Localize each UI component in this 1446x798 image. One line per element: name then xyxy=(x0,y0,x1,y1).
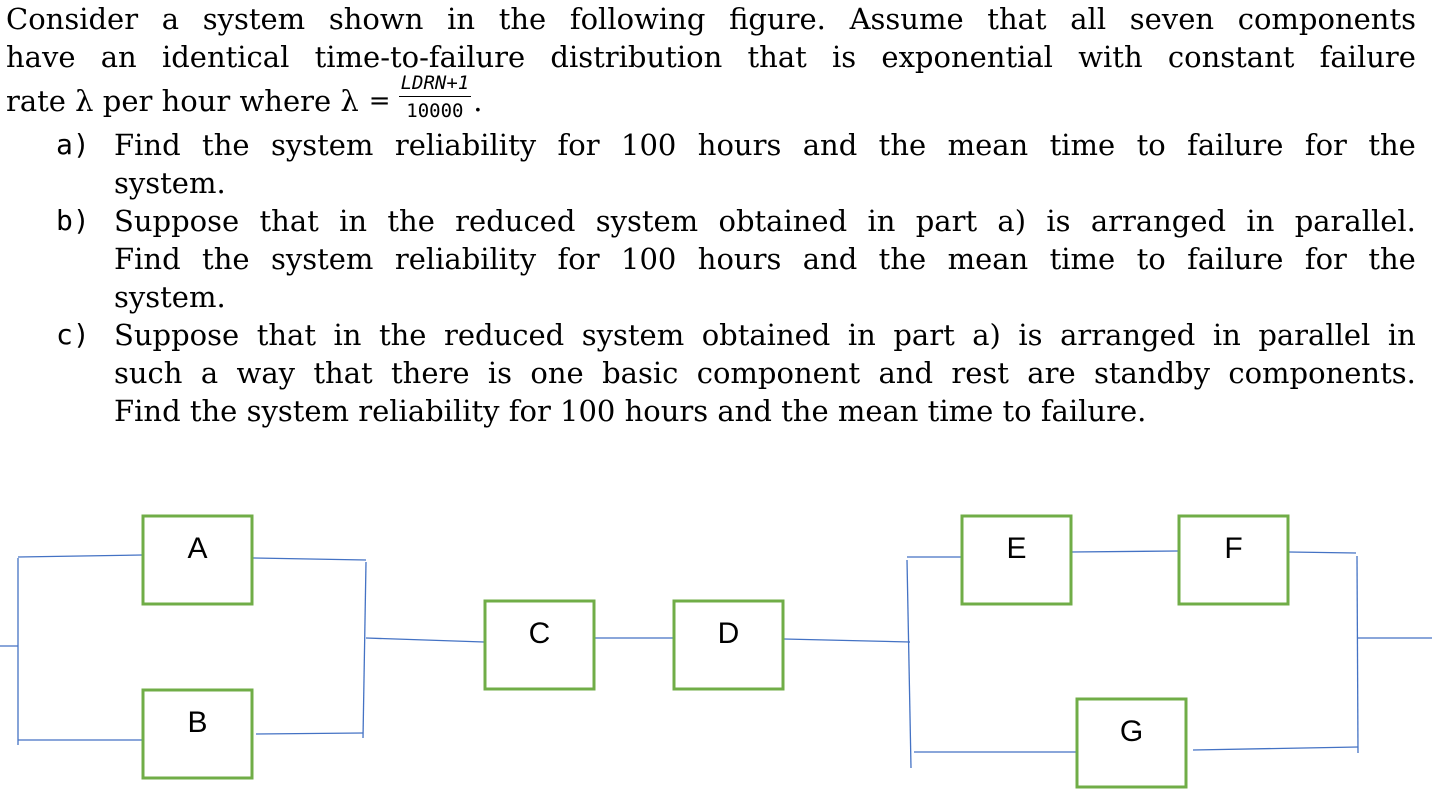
fraction-numerator: LDRN+1 xyxy=(399,72,472,97)
intro_line2-word: is xyxy=(832,40,857,74)
rate-text: rate λ per hour where λ xyxy=(6,84,359,118)
intro_line1-word: components xyxy=(1237,2,1416,36)
component-a xyxy=(143,516,252,604)
part-word: to xyxy=(1136,242,1166,276)
rate-fraction xyxy=(399,72,472,122)
question-part xyxy=(56,316,1416,430)
part-word: for xyxy=(1304,128,1347,162)
intro-line-2 xyxy=(6,38,1416,76)
reliability-block-diagram xyxy=(0,500,1446,798)
intro_line2-word: distribution xyxy=(550,40,723,74)
part-word: are xyxy=(1027,356,1076,390)
intro_line1-word: that xyxy=(987,2,1047,36)
wire xyxy=(784,639,910,642)
fraction-denominator: 10000 xyxy=(406,100,464,122)
part-word: the xyxy=(1368,242,1416,276)
equals-sign: = xyxy=(368,86,391,116)
problem-statement xyxy=(6,0,1416,430)
intro_line2-word: have xyxy=(6,40,76,74)
component-label: B xyxy=(187,706,208,739)
part-word: is xyxy=(487,356,513,390)
part-word: in xyxy=(867,204,896,238)
intro_line2-word: exponential xyxy=(881,40,1053,74)
wire xyxy=(256,733,363,734)
component-blocks xyxy=(143,516,1288,787)
part-word: basic xyxy=(602,356,679,390)
part-word: Find xyxy=(114,242,181,276)
part-label: a) xyxy=(56,128,90,161)
part-word: arranged xyxy=(1090,204,1227,238)
component-f xyxy=(1179,516,1288,604)
part-word: in xyxy=(1387,318,1416,352)
part-word: in xyxy=(847,318,876,352)
part-word: the xyxy=(202,128,250,162)
part-word: the xyxy=(387,204,435,238)
part-word: mean xyxy=(947,128,1029,162)
part-word: hours xyxy=(697,242,782,276)
part-word: that xyxy=(256,318,316,352)
part-word: the xyxy=(378,318,427,352)
part-text-line xyxy=(114,126,1416,164)
part-word: and xyxy=(878,356,934,390)
part-word: reliability xyxy=(394,128,537,162)
part-word: the xyxy=(1368,128,1416,162)
intro_line1-word: Consider xyxy=(6,2,139,36)
intro_line1-word: figure. xyxy=(729,2,826,36)
intro_line1-word: seven xyxy=(1129,2,1215,36)
part-word: parallel xyxy=(1258,318,1371,352)
part-word: a) xyxy=(997,204,1027,238)
part-word: time xyxy=(1049,242,1116,276)
part-word: hours xyxy=(697,128,782,162)
wire xyxy=(253,558,366,560)
intro-line-1 xyxy=(6,0,1416,38)
part-word: for xyxy=(557,242,600,276)
part-word: failure xyxy=(1187,128,1284,162)
part-word: Suppose xyxy=(114,204,240,238)
wire xyxy=(1289,552,1356,553)
part-word: rest xyxy=(951,356,1009,390)
intro_line1-word: shown xyxy=(328,2,424,36)
part-word: parallel. xyxy=(1294,204,1416,238)
part-word: that xyxy=(313,356,373,390)
part-text xyxy=(114,202,1416,316)
part-word: in xyxy=(333,318,362,352)
part-word: reliability xyxy=(394,242,537,276)
part-text xyxy=(114,316,1416,430)
part-text-line: Find the system reliability for 100 hours and the mean time to failure. xyxy=(114,394,1147,428)
part-word: a) xyxy=(972,318,1001,352)
part-text-line xyxy=(114,202,1416,240)
part-word: obtained xyxy=(701,318,831,352)
intro_line1-word: all xyxy=(1070,2,1107,36)
part-word: there xyxy=(391,356,470,390)
part-word: 100 xyxy=(621,128,677,162)
part-word: reduced xyxy=(455,204,576,238)
part-word: system xyxy=(270,242,374,276)
intro_line1-word: following xyxy=(569,2,706,36)
part-word: time xyxy=(1049,128,1116,162)
intro_line1-word: system xyxy=(202,2,306,36)
part-text-line: system. xyxy=(114,280,226,314)
component-label: A xyxy=(187,532,208,565)
intro_line2-word: identical xyxy=(161,40,290,74)
part-label: c) xyxy=(56,318,90,351)
intro_line2-word: constant xyxy=(1167,40,1295,74)
intro_line1-word: a xyxy=(161,2,180,36)
part-word: and xyxy=(802,242,858,276)
period: . xyxy=(473,84,483,118)
part-label: b) xyxy=(56,204,90,237)
intro_line1-word: Assume xyxy=(849,2,964,36)
part-word: such xyxy=(114,356,183,390)
wire xyxy=(366,638,484,642)
question-part xyxy=(56,126,1416,202)
part-word: the xyxy=(878,128,927,162)
part-word: obtained xyxy=(718,204,848,238)
intro_line2-word: time-to-failure xyxy=(314,40,526,74)
part-word: Find xyxy=(114,128,181,162)
component-label: G xyxy=(1119,715,1144,748)
part-word: component xyxy=(696,356,861,390)
part-word: the xyxy=(878,242,927,276)
part-word: in xyxy=(1212,318,1241,352)
intro_line2-word: failure xyxy=(1319,40,1416,74)
part-word: system xyxy=(270,128,374,162)
part-word: 100 xyxy=(621,242,677,276)
part-word: the xyxy=(202,242,250,276)
part-word: one xyxy=(530,356,584,390)
intro_line1-word: the xyxy=(498,2,547,36)
part-word: part xyxy=(915,204,978,238)
part-text xyxy=(114,126,1416,202)
intro_line2-word: that xyxy=(747,40,807,74)
part-word: for xyxy=(557,128,600,162)
part-word: to xyxy=(1136,128,1166,162)
part-word: system xyxy=(581,318,685,352)
component-e xyxy=(962,516,1071,604)
part-word: for xyxy=(1304,242,1347,276)
part-text-line xyxy=(114,240,1416,278)
part-word: that xyxy=(259,204,319,238)
part-word: in xyxy=(339,204,368,238)
part-word: in xyxy=(1246,204,1275,238)
intro_line2-word: with xyxy=(1078,40,1143,74)
question-part xyxy=(56,202,1416,316)
part-word: is xyxy=(1018,318,1043,352)
component-g xyxy=(1077,699,1186,787)
question-parts xyxy=(56,126,1416,430)
component-d xyxy=(674,601,783,689)
part-word: standby xyxy=(1093,356,1210,390)
component-label: C xyxy=(528,617,551,650)
part-word: a xyxy=(200,356,219,390)
part-word: and xyxy=(802,128,858,162)
part-word: part xyxy=(893,318,955,352)
failure-rate-definition xyxy=(6,72,1416,126)
part-text-line xyxy=(114,354,1416,392)
part-word: is xyxy=(1046,204,1071,238)
wire xyxy=(1193,747,1358,750)
part-word: way xyxy=(236,356,295,390)
part-word: components. xyxy=(1228,356,1416,390)
part-text-line: system. xyxy=(114,166,226,200)
part-word: reduced xyxy=(443,318,565,352)
component-b xyxy=(143,690,252,778)
part-word: failure xyxy=(1187,242,1284,276)
wire xyxy=(363,562,366,738)
wire xyxy=(1357,556,1358,753)
intro_line1-word: in xyxy=(447,2,476,36)
wire xyxy=(907,560,911,768)
part-word: system xyxy=(595,204,699,238)
part-word: Suppose xyxy=(114,318,240,352)
component-label: F xyxy=(1224,532,1243,565)
part-text-line xyxy=(114,316,1416,354)
part-word: mean xyxy=(947,242,1029,276)
wire xyxy=(1071,551,1178,552)
component-label: E xyxy=(1006,532,1027,565)
component-label: D xyxy=(717,617,740,650)
wire xyxy=(18,555,142,557)
intro_line2-word: an xyxy=(100,40,137,74)
part-word: arranged xyxy=(1060,318,1196,352)
component-c xyxy=(485,601,594,689)
